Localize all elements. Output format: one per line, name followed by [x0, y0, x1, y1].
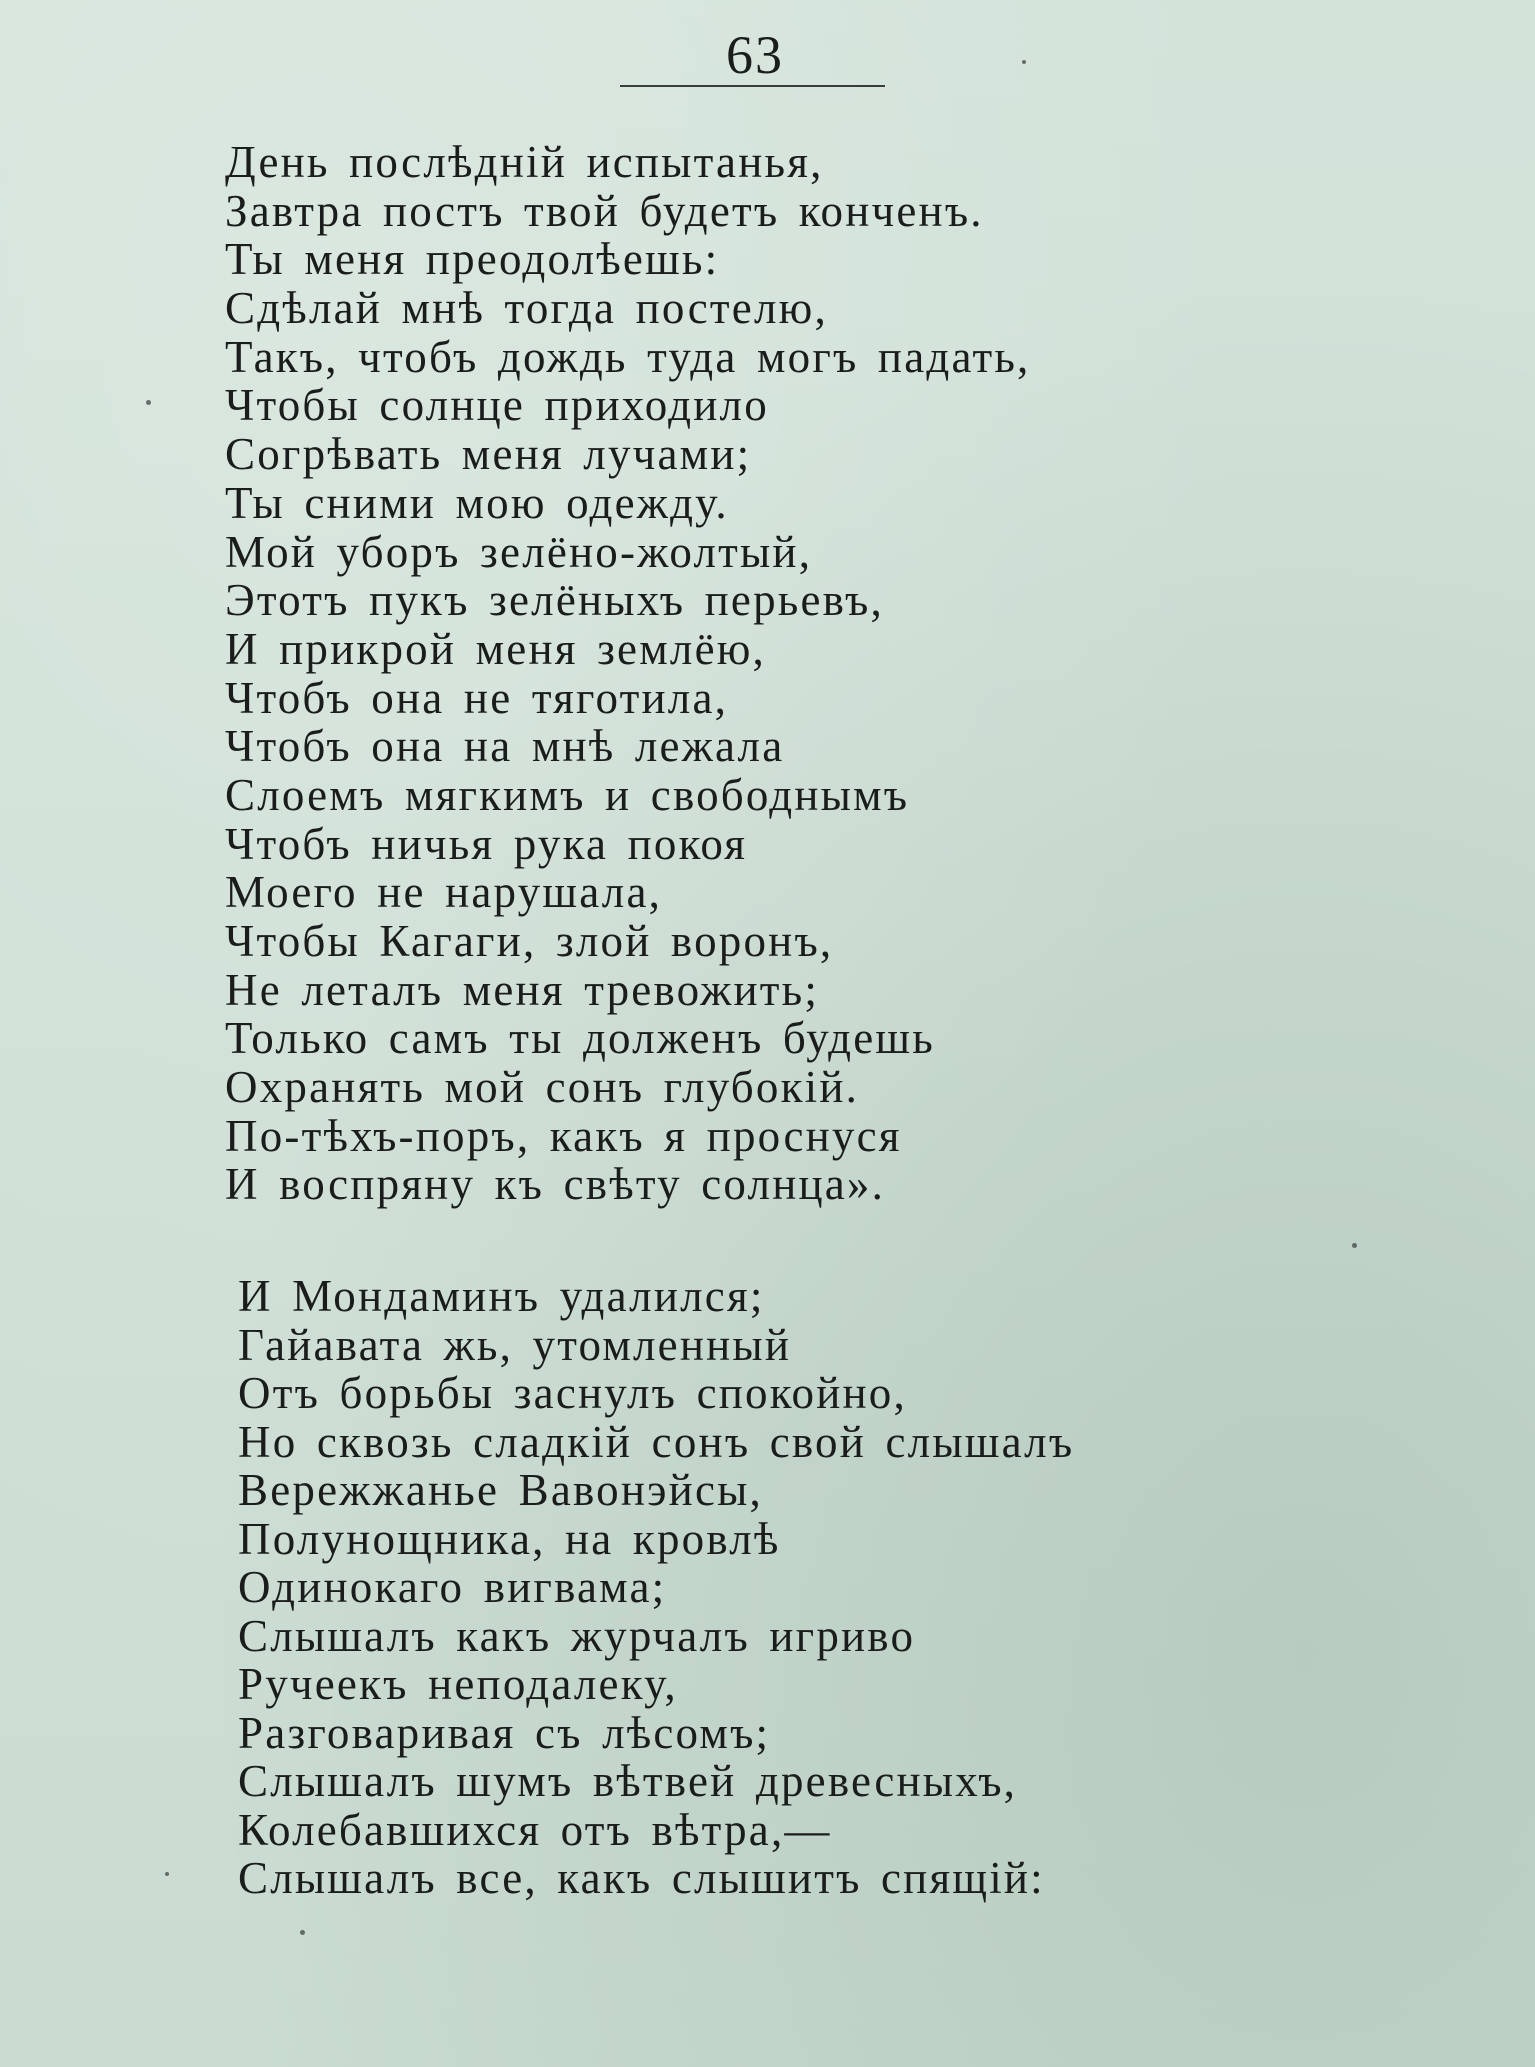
stanza-2	[238, 1272, 1074, 1903]
verse-line: И воспряну къ свѣту солнца».	[225, 1159, 886, 1210]
verse-line: Мой уборъ зелёно-жолтый,	[225, 526, 813, 577]
verse-line: День послѣдній испытанья,	[225, 137, 824, 187]
verse-line: Чтобы Кагаги, злой воронъ,	[225, 916, 834, 966]
verse-line: Такъ, чтобъ дождь туда могъ падать,	[225, 331, 1031, 382]
verse-line: Слышалъ какъ журчалъ игриво	[238, 1610, 916, 1661]
verse-line: Разговаривая съ лѣсомъ;	[238, 1707, 771, 1758]
verse-line: Чтобы солнце приходило	[225, 380, 769, 431]
verse-line: Но сквозь сладкій сонъ свой слышалъ	[238, 1416, 1075, 1467]
verse-line: Чтобъ она не тяготила,	[225, 672, 729, 723]
verse-line: Сдѣлай мнѣ тогда постелю,	[225, 283, 828, 334]
ink-speck	[1022, 60, 1026, 64]
verse-line: Охранять мой сонъ глубокій.	[225, 1062, 860, 1113]
verse-line: Не леталъ меня тревожить;	[225, 964, 820, 1015]
verse-line: Слышалъ все, какъ слышитъ спящій:	[238, 1853, 1045, 1903]
verse-line: Согрѣвать меня лучами;	[225, 429, 752, 480]
verse-line: Только самъ ты долженъ будешь	[225, 1013, 935, 1064]
verse-line: Завтра постъ твой будетъ конченъ.	[225, 185, 984, 236]
verse-line: Ты меня преодолѣешь:	[225, 234, 720, 285]
verse-line: И прикрой меня землёю,	[225, 623, 767, 674]
stanza-1	[225, 138, 1031, 1209]
verse-line: Полунощника, на кровлѣ	[238, 1513, 781, 1564]
header-rule	[620, 85, 885, 87]
verse-line: Моего не нарушала,	[225, 867, 663, 918]
verse-line: Вережжанье Вавонэйсы,	[238, 1465, 764, 1515]
verse-line: Гайавата жь, утомленный	[238, 1319, 792, 1370]
verse-line: Этотъ пукъ зелёныхъ перьевъ,	[225, 575, 884, 626]
verse-line: Одинокаго вигвама;	[238, 1562, 667, 1612]
ink-speck	[146, 400, 151, 405]
verse-line: Чтобъ ничья рука покоя	[225, 818, 748, 869]
ink-speck	[1352, 1243, 1357, 1248]
verse-line: Слоемъ мягкимъ и свободнымъ	[225, 769, 910, 820]
verse-line: По-тѣхъ-поръ, какъ я проснуся	[225, 1110, 902, 1161]
verse-line: Чтобъ она на мнѣ лежала	[225, 721, 785, 772]
verse-line: Ручеекъ неподалеку,	[238, 1659, 678, 1709]
ink-speck	[165, 1872, 169, 1876]
page-number: 63	[726, 25, 784, 85]
verse-line: Слышалъ шумъ вѣтвей древесныхъ,	[238, 1756, 1018, 1806]
ink-speck	[300, 1930, 305, 1935]
verse-line: Ты сними мою одежду.	[225, 477, 729, 528]
verse-line: Колебавшихся отъ вѣтра,—	[238, 1804, 832, 1855]
verse-line: Отъ борьбы заснулъ спокойно,	[238, 1368, 907, 1418]
verse-line: И Мондаминъ удалился;	[238, 1271, 765, 1321]
